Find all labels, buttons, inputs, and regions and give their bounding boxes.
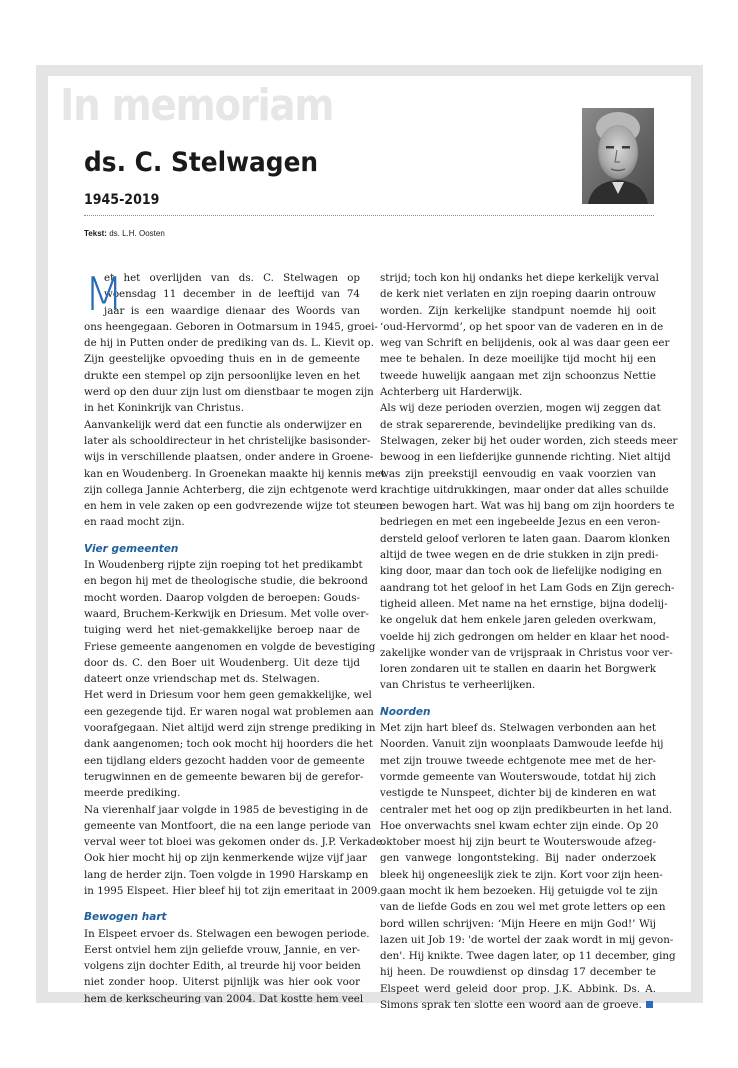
body-text-line: Zijn geestelijke opvoeding thuis en in de gemeente (84, 353, 360, 366)
body-text-line: zakelijke wonder van de vrijspraak in Christus voor ver- (380, 646, 673, 659)
body-text-line: Het werd in Driesum voor hem geen gemakkelijke, wel (84, 689, 372, 702)
body-text-line: gaan mocht ik hem bezoeken. Hij getuigde vol te zijn (380, 884, 658, 897)
body-text-line: In Elspeet ervoer ds. Stelwagen een bewogen periode. (84, 927, 370, 940)
portrait-photo (582, 108, 654, 204)
body-text-line: king door, maar dan toch ook de liefelijke nodiging en (380, 565, 662, 578)
body-text-line: wijs in verschillende plaatsen, onder andere in Groene- (84, 451, 374, 464)
body-text-line: Stelwagen, zeker bij het ouder worden, zich steeds meer (380, 434, 678, 447)
body-text-line: de strak separerende, bevindelijke prediking van ds. (380, 418, 656, 431)
body-text-line: bleek hij ongeneeslijk ziek te zijn. Kort voor zijn heen- (380, 868, 663, 881)
body-text-line: drukte een stempel op zijn persoonlijke leven en het (84, 369, 360, 382)
body-text-line: een tijdlang elders gezocht hadden voor de gemeente (84, 754, 365, 767)
author-credit (84, 229, 165, 239)
section-label: In memoriam (60, 80, 334, 131)
body-text-line: Noorden. Vanuit zijn woonplaats Damwoude leefde hij (380, 738, 664, 751)
body-text-line: woensdag 11 december in de leeftijd van 74 (104, 288, 360, 301)
body-text-line: Aanvankelijk werd dat een functie als onderwijzer en (84, 418, 363, 431)
body-text-line: loren zondaren uit te stallen en daarin het Borgwerk (380, 663, 656, 676)
body-text-line: was zijn preekstijl eenvoudig en vaak voorzien van (380, 467, 656, 480)
body-text-line: en raad mocht zijn. (84, 516, 185, 529)
body-text-line: voelde hij zich gedrongen om helder en klaar het nood- (380, 630, 670, 643)
body-text-line: verval weer tot bloei was gekomen onder ds. J.P. Verkade. (84, 836, 386, 849)
body-text-line: voorafgegaan. Niet altijd werd zijn strenge prediking in (84, 722, 376, 735)
body-text-line: werd op den duur zijn lust om dienstbaar te mogen zijn (84, 386, 374, 399)
body-text-line: de hij in Putten onder de prediking van ds. L. Kievit op. (84, 337, 374, 350)
author-label: Tekst: (84, 229, 107, 238)
body-text-line: worden. Zijn kerkelijke standpunt noemde hij ooit (380, 304, 656, 317)
body-text-line: dateert onze vriendschap met ds. Stelwagen. (84, 673, 320, 686)
body-text-line: aandrang tot het geloof in het Lam Gods en Zijn gerech- (380, 581, 675, 594)
body-text-line: door ds. C. den Boer uit Woudenberg. Uit deze tijd (84, 656, 360, 669)
body-text-line: lazen uit Job 19: 'de wortel der zaak wordt in mij gevon- (380, 933, 674, 946)
body-text-line: en begon hij met de theologische studie, die bekroond (84, 575, 368, 588)
body-text-line: In Woudenberg rijpte zijn roeping tot het predikambt (84, 559, 363, 572)
drop-cap: M (84, 267, 124, 321)
portrait-image (582, 108, 654, 204)
body-text-line: Met zijn hart bleef ds. Stelwagen verbonden aan het (380, 722, 656, 735)
body-text-line: meerde prediking. (84, 787, 181, 800)
body-text-line: Hoe onverwachts snel kwam echter zijn einde. Op 20 (380, 819, 659, 832)
body-text-line: Als wij deze perioden overzien, mogen wij zeggen dat (380, 402, 661, 415)
closing-line (380, 997, 656, 1013)
body-text-line: vormde gemeente van Wouterswoude, totdat hij zich (380, 770, 656, 783)
body-text-line: een gezegende tijd. Er waren nogal wat problemen aan (84, 705, 374, 718)
section-subheading: Noorden (380, 705, 431, 718)
body-text-line: bord willen schrijven: ‘Mijn Heere en mijn God!’ Wij (380, 917, 656, 930)
body-text-line: hij heen. De rouwdienst op dinsdag 17 december te (380, 966, 656, 979)
body-text-line: vestigde te Nunspeet, dichter bij de kinderen en wat (380, 787, 656, 800)
article-column-right (380, 270, 678, 1013)
body-text-line: mee te behalen. In deze moeilijke tijd mocht hij een (380, 353, 656, 366)
body-text-line: dersteld geloof verloren te laten gaan. Daarom klonken (380, 532, 671, 545)
body-text-line: ons heengegaan. Geboren in Ootmarsum in 1945, groei- (84, 320, 378, 333)
body-text-line: strijd; toch kon hij ondanks het diepe kerkelijk verval (380, 272, 659, 284)
body-text-line: tigheid alleen. Met name na het ernstige, bijna dodelij- (380, 597, 668, 610)
body-text-line: met zijn trouwe tweede echtgenote mee met de her- (380, 754, 656, 767)
body-text-line: dank aangenomen; toch ook mocht hij hoorders die het (84, 738, 373, 751)
body-text-line: terugwinnen en de gemeente bewaren bij de gerefor- (84, 770, 364, 783)
body-text-line: Elspeet werd geleid door prop. J.K. Abbink. Ds. A. (380, 982, 656, 995)
author-name: ds. L.H. Oosten (109, 229, 165, 238)
body-text-line: een bewogen hart. Wat was hij bang om zijn hoorders te (380, 500, 675, 513)
body-text-line: Simons sprak ten slotte een woord aan de groeve. (380, 999, 642, 1012)
body-text-line: de kerk niet verlaten en zijn roeping daarin ontrouw (380, 288, 656, 301)
body-text-line: in het Koninkrijk van Christus. (84, 402, 244, 415)
body-text-line: van de liefde Gods en zou wel met grote letters op een (380, 901, 666, 914)
body-text-line: gen vanwege longontsteking. Bij nader onderzoek (380, 852, 656, 865)
body-text-line: in 1995 Elspeet. Hier bleef hij tot zijn emeritaat in 2009. (84, 884, 381, 897)
body-text-line: den'. Hij knikte. Twee dagen later, op 11 december, ging (380, 950, 676, 963)
body-text-line: tweede huwelijk aangaan met zijn schoonzus Nettie (380, 369, 656, 382)
section-subheading: Vier gemeenten (84, 542, 179, 555)
body-text-line: weg van Schrift en belijdenis, ook al was daar geen eer (380, 337, 670, 350)
body-text-line: zijn collega Jannie Achterberg, die zijn echtgenote werd (84, 483, 378, 496)
body-text-line: jaar is een waardige dienaar des Woords van (104, 304, 360, 317)
article-title: ds. C. Stelwagen (84, 147, 319, 178)
body-text-line: bewoog in een liefderijke gunnende richting. Niet altijd (380, 451, 671, 464)
body-text-line: bedriegen en met een ingebeelde Jezus en een veron- (380, 516, 661, 529)
body-text-line: et het overlijden van ds. C. Stelwagen op (104, 272, 360, 284)
body-text-line: later als schooldirecteur in het christelijke basisonder- (84, 434, 371, 447)
body-text-line: niet zonder hoop. Uiterst pijnlijk was hier ook voor (84, 976, 360, 989)
body-text-line: kan en Woudenberg. In Groenekan maakte hij kennis met (84, 467, 386, 480)
body-text-line: waard, Bruchem-Kerkwijk en Driesum. Met volle over- (84, 607, 369, 620)
body-text-line: Achterberg uit Harderwijk. (380, 386, 523, 399)
body-text-line: gemeente van Montfoort, die na een lange periode van (84, 819, 372, 832)
body-text-line: Na vierenhalf jaar volgde in 1985 de bevestiging in de (84, 803, 369, 816)
body-text-line: Ook hier mocht hij op zijn kenmerkende wijze vijf jaar (84, 852, 367, 865)
body-text-line: Friese gemeente aangenomen en volgde de bevestiging (84, 640, 376, 653)
body-text-line: van Christus te verheerlijken. (380, 679, 536, 692)
article-column-left (84, 267, 386, 1007)
body-text-line: lang de herder zijn. Toen volgde in 1990 Harskamp en (84, 868, 369, 881)
body-text-line: krachtige uitdrukkingen, maar onder dat alles schuilde (380, 483, 669, 496)
end-square-icon (646, 1001, 653, 1008)
dotted-divider (84, 215, 654, 216)
body-text-line: mocht worden. Daarop volgden de beroepen: Gouds- (84, 591, 360, 604)
body-text-line: hem de kerkscheuring van 2004. Dat kostte hem veel (84, 992, 364, 1005)
body-text-line: volgens zijn dochter Edith, al treurde hij voor beiden (84, 960, 361, 973)
body-text-line: altijd de twee wegen en de drie stukken in zijn predi- (380, 549, 659, 562)
body-text-line: en hem in vele zaken op een godvrezende wijze tot steun (84, 500, 383, 513)
section-subheading: Bewogen hart (84, 911, 167, 924)
body-text-line: ke ongeluk dat hem enkele jaren geleden overkwam, (380, 614, 657, 627)
body-text-line: centraler met het oog op zijn predikbeurten in het land. (380, 803, 673, 816)
body-text-line: ‘oud-Hervormd’, op het spoor van de vaderen en in de (380, 320, 664, 333)
life-years: 1945-2019 (84, 192, 160, 208)
body-text-line: oktober moest hij zijn beurt te Wouterswoude afzeg- (380, 836, 656, 849)
body-text-line: Eerst ontviel hem zijn geliefde vrouw, Jannie, en ver- (84, 943, 361, 956)
body-text-line: tuiging werd het niet-gemakkelijke beroep naar de (84, 624, 360, 637)
